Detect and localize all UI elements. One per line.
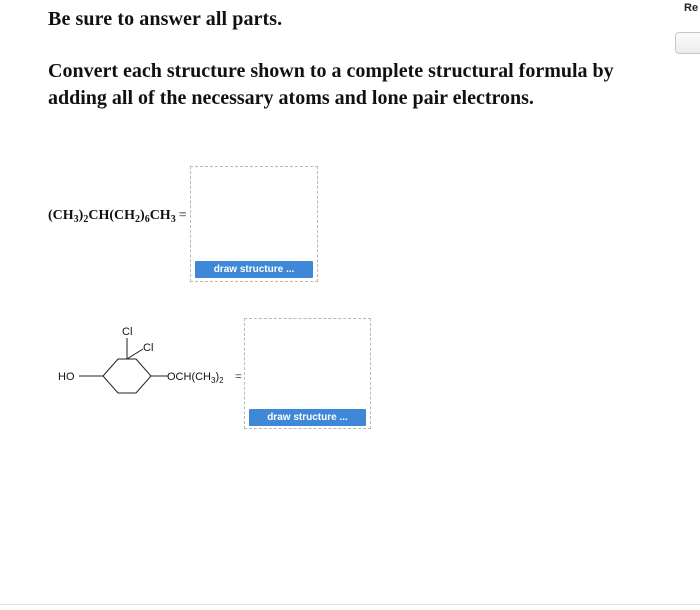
formula-subscript: 6	[144, 214, 150, 225]
equals-sign-2: =	[235, 369, 242, 383]
top-right-button[interactable]	[675, 32, 700, 54]
formula-text: )	[78, 208, 84, 223]
instruction-text: Be sure to answer all parts.	[48, 8, 283, 30]
ho-label: HO	[58, 371, 75, 383]
formula-subscript: 3	[73, 214, 79, 225]
cyclohexane-ring	[79, 338, 168, 393]
formula-subscript: 3	[170, 214, 176, 225]
condensed-formula-1	[48, 208, 187, 224]
cl-side-label: Cl	[143, 342, 154, 354]
formula-text: )	[140, 208, 145, 223]
skeletal-structure-2	[50, 318, 250, 408]
isopropoxy-label: $OCH(CH_3)_2$	[167, 371, 224, 385]
formula-subscript: 2	[83, 214, 89, 225]
formula-text: CH	[149, 208, 171, 223]
draw-structure-button-2[interactable]: draw structure ...	[249, 409, 366, 426]
equals-sign: =	[178, 208, 187, 223]
formula-subscript: 2	[135, 214, 141, 225]
top-right-label[interactable]: Re	[684, 2, 699, 14]
bottom-divider	[0, 604, 700, 605]
formula-text: CH(CH	[88, 208, 136, 223]
cl-top-label: Cl	[122, 326, 133, 338]
question-text: Convert each structure shown to a complete structural formula by adding all of the necessary atoms and lone pair electrons.	[48, 60, 614, 109]
formula-text: (CH	[48, 208, 74, 223]
draw-structure-button-1[interactable]: draw structure ...	[195, 261, 313, 278]
